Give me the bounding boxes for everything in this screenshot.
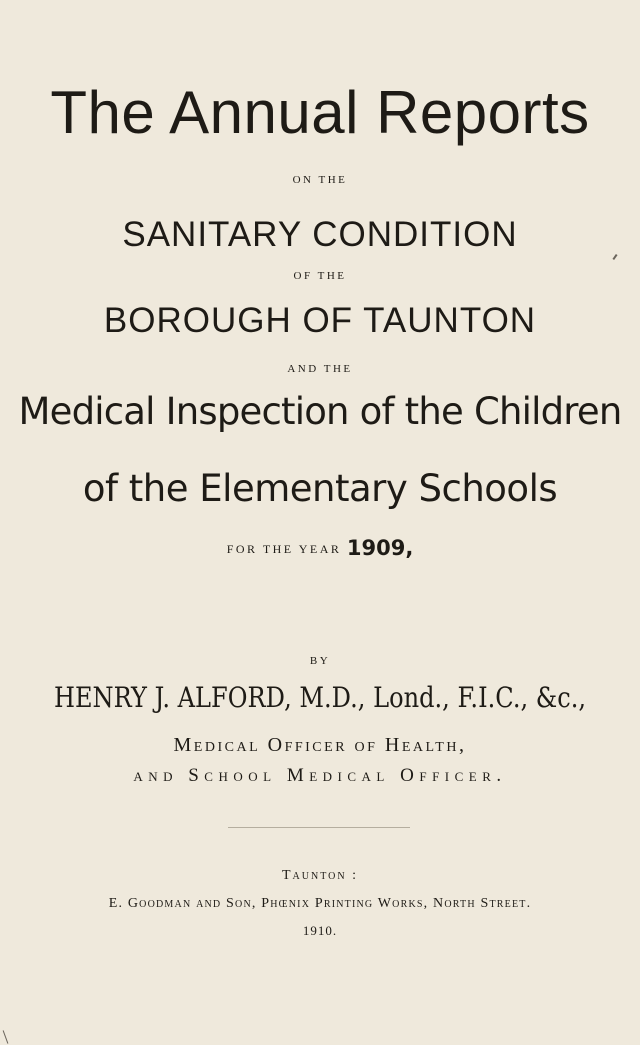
publication-place: Taunton : (282, 868, 358, 883)
connector-on-the: ON THE (292, 174, 348, 186)
report-year: 1909, (346, 536, 414, 560)
subject-borough: BOROUGH OF TAUNTON (103, 301, 537, 340)
year-line (0, 536, 640, 560)
author-role-health: Medical Officer of Health, (173, 734, 467, 756)
connector-of-the: OF THE (293, 270, 347, 282)
subject-elementary-schools: of the Elementary Schools (82, 467, 558, 510)
subject-medical-inspection: Medical Inspection of the Children (18, 390, 622, 433)
author-name: HENRY J. ALFORD, M.D., Lond., F.I.C., &c., (53, 681, 587, 714)
by-label: BY (309, 655, 331, 667)
author-role-school: and School Medical Officer. (133, 765, 507, 786)
for-the-year-label: FOR THE YEAR (226, 542, 342, 556)
report-title: The Annual Reports (50, 79, 590, 146)
divider-rule (228, 827, 410, 828)
paper-speck (3, 1030, 9, 1043)
publication-date: 1910. (302, 923, 338, 938)
subject-sanitary-condition: SANITARY CONDITION (122, 215, 518, 254)
connector-and-the: AND THE (287, 363, 353, 375)
printer-imprint: E. Goodman and Son, Phœnix Printing Works, North Street. (108, 896, 532, 911)
